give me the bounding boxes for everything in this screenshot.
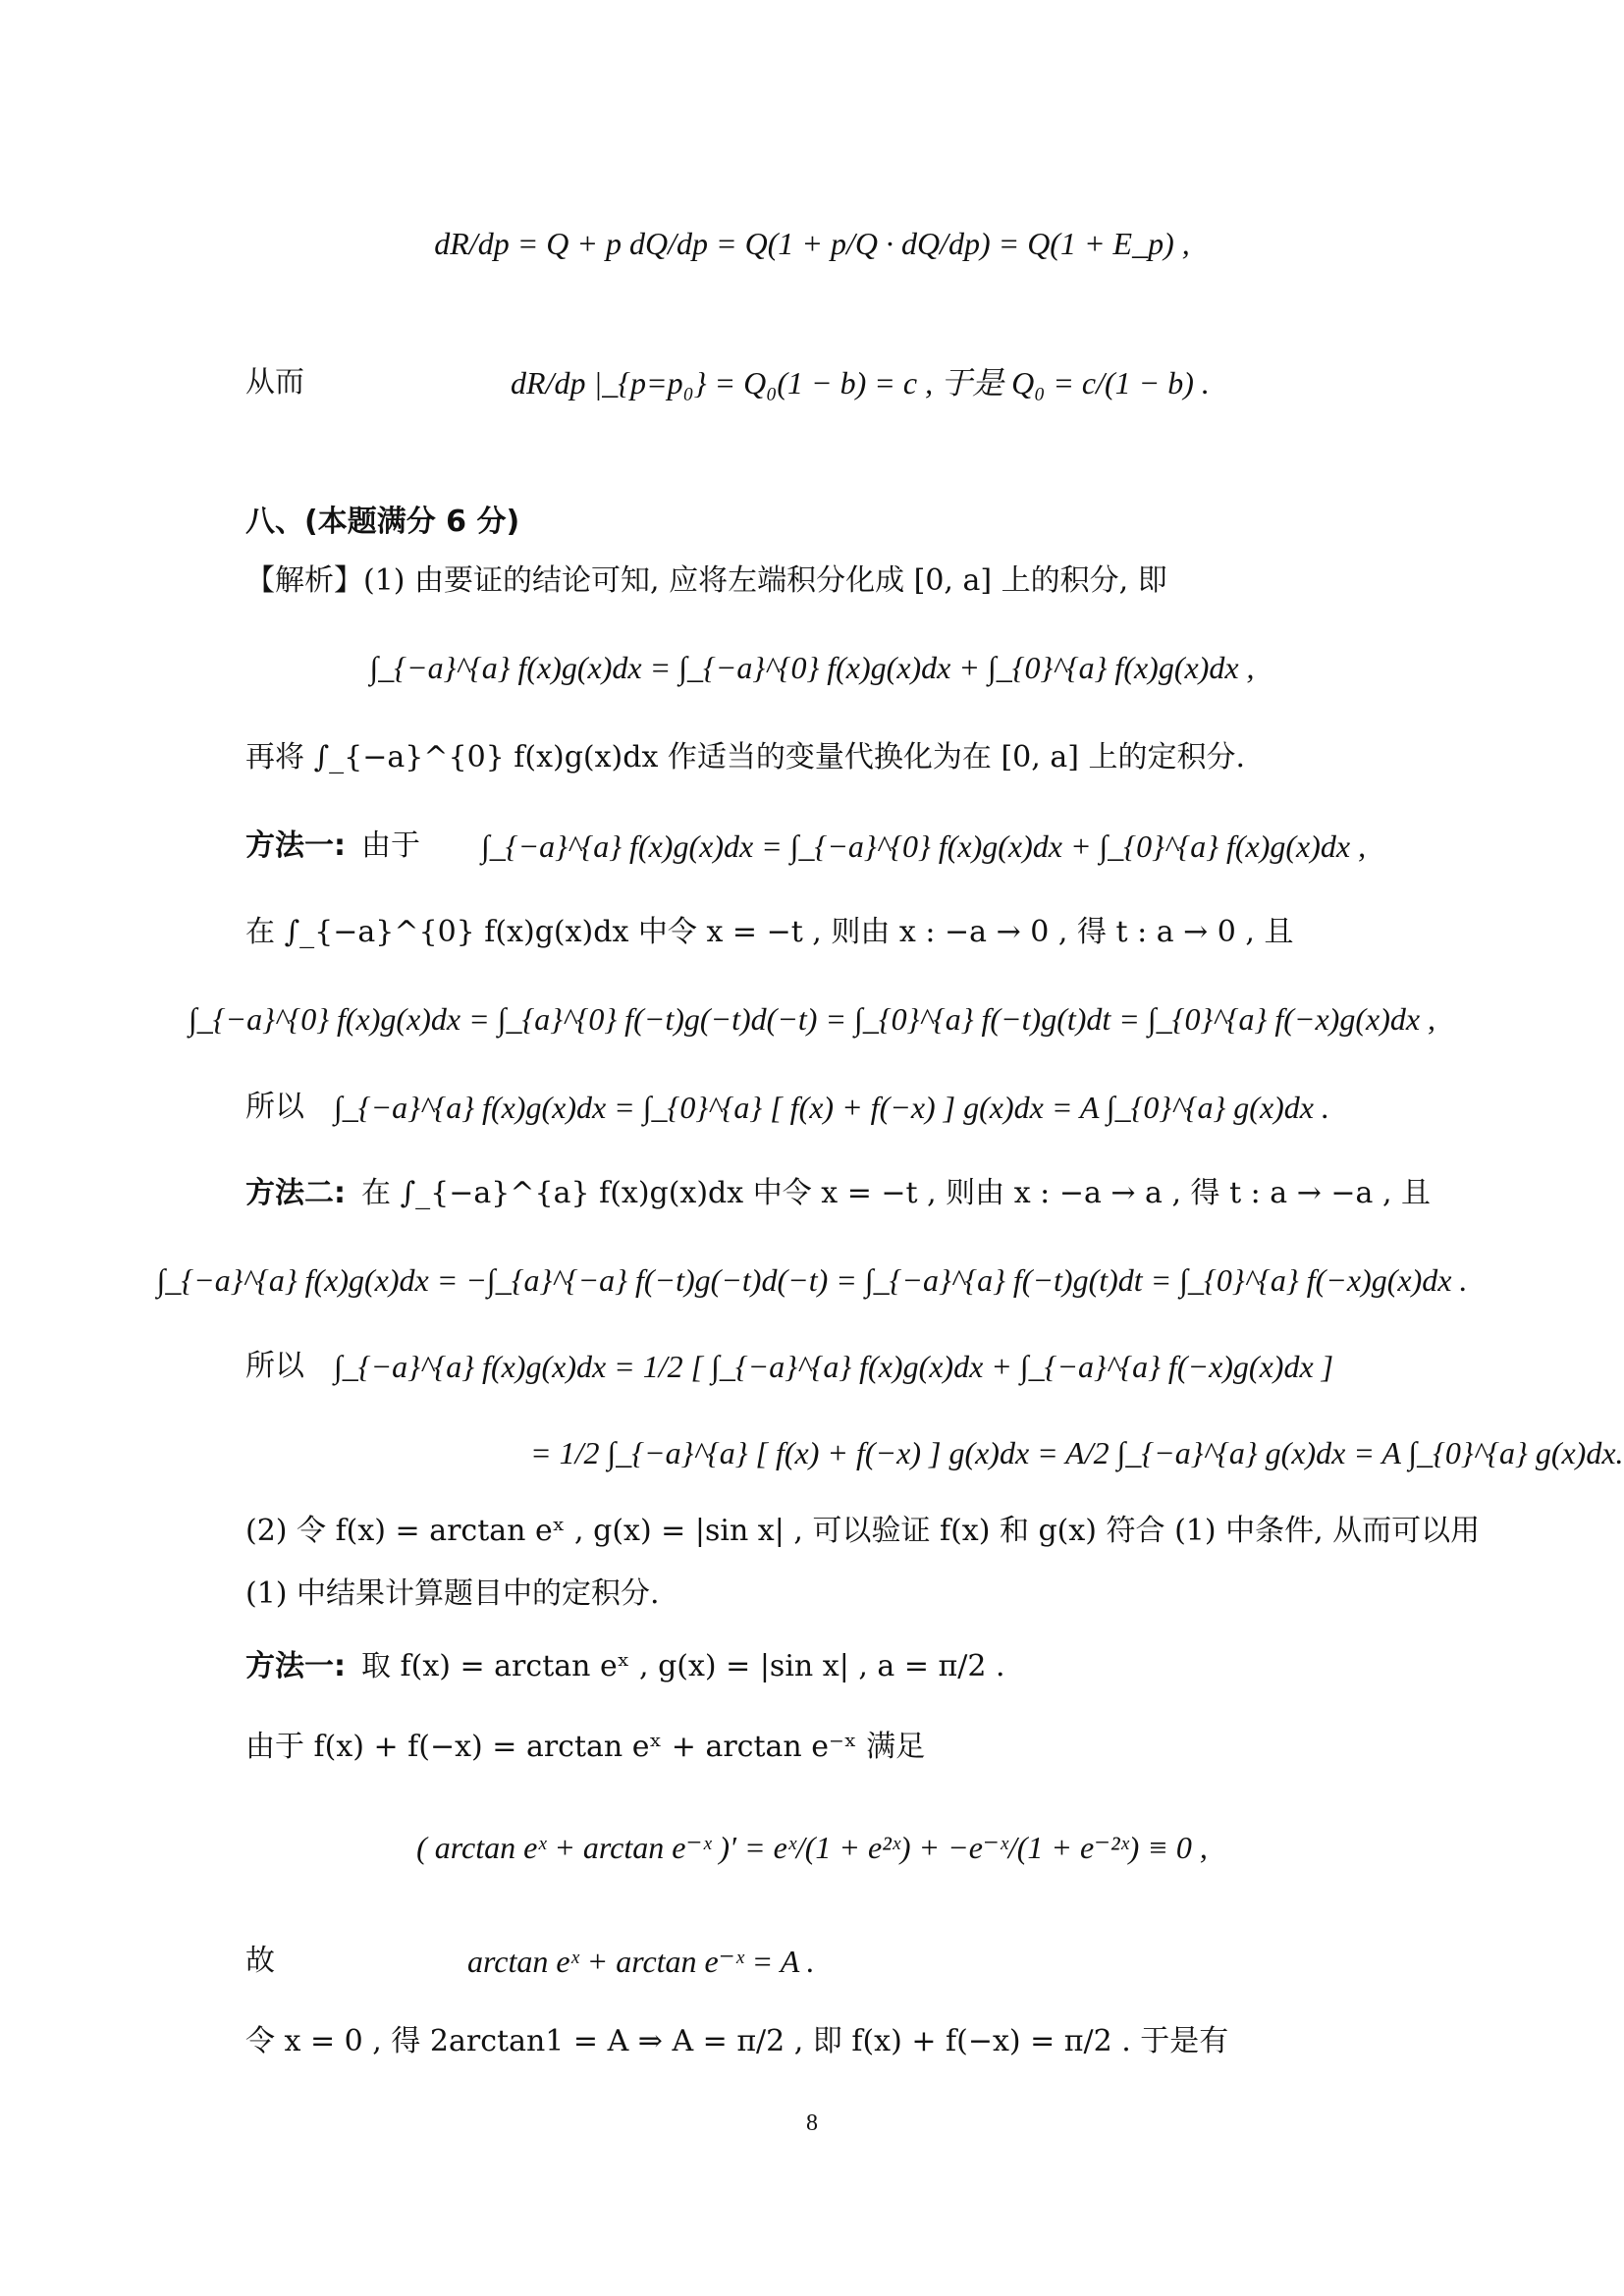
text-line-l18: 由于 f(x) + f(−x) = arctan eˣ + arctan e⁻ˣ 满足	[245, 1730, 926, 1764]
text-line-l13a: 所以	[245, 1349, 304, 1383]
text-line-l8: 在 ∫_{−a}^{0} f(x)g(x)dx 中令 x = −t , 则由 x : −a → 0 , 得 t : a → 0 , 且	[245, 915, 1294, 949]
text-line-l17b: 取 f(x) = arctan eˣ , g(x) = |sin x| , a = π/2 .	[361, 1649, 1005, 1683]
text-line-l2m: dR/dp |_{p=p₀} = Q₀(1 − b) = c , 于是 Q₀ = c/(1 − b) .	[511, 365, 1210, 400]
text-line-l20b: arctan eˣ + arctan e⁻ˣ = A .	[467, 1944, 815, 1979]
text-line-l11b: 在 ∫_{−a}^{a} f(x)g(x)dx 中令 x = −t , 则由 x : −a → a , 得 t : a → −a , 且	[361, 1176, 1432, 1210]
text-line-l12: ∫_{−a}^{a} f(x)g(x)dx = −∫_{a}^{−a} f(−t)g(−t)d(−t) = ∫_{−a}^{a} f(−t)g(t)dt = ∫_{0}^{a} f(−x)g(x)dx .	[156, 1262, 1468, 1298]
text-line-l7a: 方法一:	[245, 828, 346, 863]
text-line-l7c: ∫_{−a}^{a} f(x)g(x)dx = ∫_{−a}^{0} f(x)g(x)dx + ∫_{0}^{a} f(x)g(x)dx ,	[481, 828, 1367, 864]
text-line-l10a: 所以	[245, 1090, 304, 1124]
text-line-l14: = 1/2 ∫_{−a}^{a} [ f(x) + f(−x) ] g(x)dx = A/2 ∫_{−a}^{a} g(x)dx = A ∫_{0}^{a} g(x)dx.	[530, 1435, 1624, 1470]
text-line-l9: ∫_{−a}^{0} f(x)g(x)dx = ∫_{a}^{0} f(−t)g(−t)d(−t) = ∫_{0}^{a} f(−t)g(t)dt = ∫_{0}^{a} f(−x)g(x)dx ,	[188, 1001, 1436, 1037]
text-line-l17a: 方法一:	[245, 1649, 346, 1683]
text-line-l6: 再将 ∫_{−a}^{0} f(x)g(x)dx 作适当的变量代换化为在 [0, a] 上的定积分.	[245, 740, 1245, 774]
text-line-l11a: 方法二:	[245, 1176, 346, 1210]
text-line-l2: 从而	[245, 365, 304, 400]
text-line-l5: ∫_{−a}^{a} f(x)g(x)dx = ∫_{−a}^{0} f(x)g(x)dx + ∫_{0}^{a} f(x)g(x)dx ,	[369, 650, 1255, 685]
text-line-l21: 令 x = 0 , 得 2arctan1 = A ⇒ A = π/2 , 即 f(x) + f(−x) = π/2 . 于是有	[245, 2024, 1229, 2058]
text-line-l20a: 故	[245, 1944, 275, 1978]
text-line-l1: dR/dp = Q + p dQ/dp = Q(1 + p/Q · dQ/dp) = Q(1 + E_p) ,	[434, 226, 1190, 261]
text-line-l3: 八、(本题满分 6 分)	[245, 505, 520, 539]
text-line-l7b: 由于	[361, 828, 420, 863]
text-line-l13b: ∫_{−a}^{a} f(x)g(x)dx = 1/2 [ ∫_{−a}^{a} f(x)g(x)dx + ∫_{−a}^{a} f(−x)g(x)dx ]	[334, 1349, 1334, 1384]
page-number: 8	[806, 2110, 818, 2136]
text-line-l10b: ∫_{−a}^{a} f(x)g(x)dx = ∫_{0}^{a} [ f(x) + f(−x) ] g(x)dx = A ∫_{0}^{a} g(x)dx .	[334, 1090, 1329, 1125]
text-line-l16: (1) 中结果计算题目中的定积分.	[245, 1576, 660, 1611]
text-line-l19: ( arctan eˣ + arctan e⁻ˣ )′ = eˣ/(1 + e²ˣ) + −e⁻ˣ/(1 + e⁻²ˣ) ≡ 0 ,	[416, 1830, 1208, 1865]
text-line-l4: 【解析】(1) 由要证的结论可知, 应将左端积分化成 [0, a] 上的积分, 即	[245, 563, 1167, 598]
text-line-l15: (2) 令 f(x) = arctan eˣ , g(x) = |sin x| , 可以验证 f(x) 和 g(x) 符合 (1) 中条件, 从而可以用	[245, 1514, 1481, 1548]
